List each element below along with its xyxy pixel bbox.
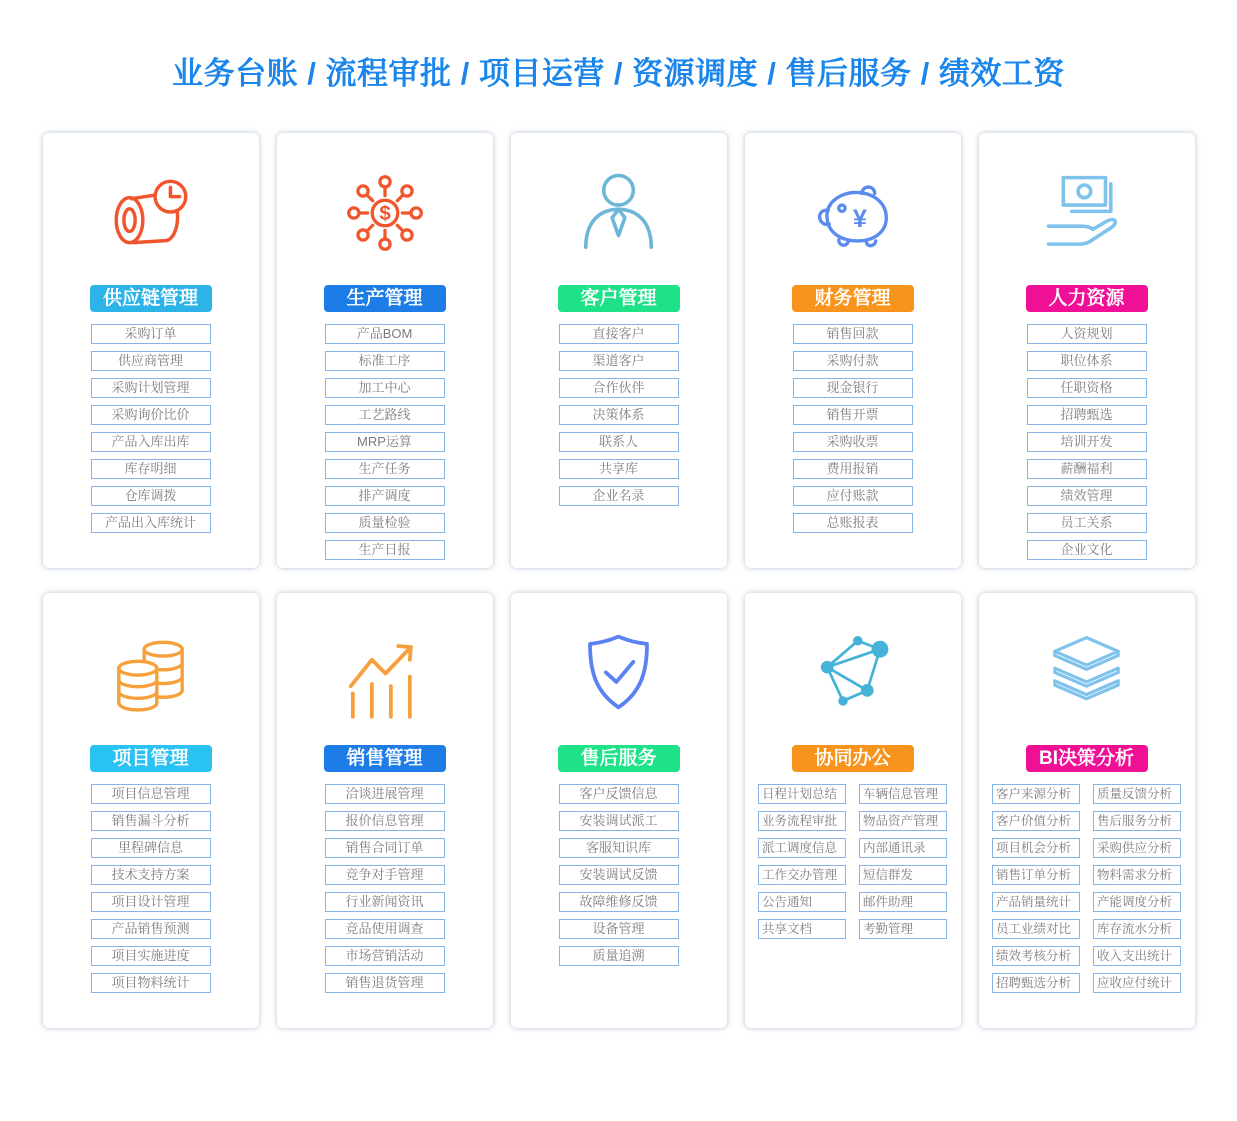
module-item[interactable]: 绩效管理 (1027, 486, 1147, 506)
module-item[interactable]: 人资规划 (1027, 324, 1147, 344)
module-item-list-sales (277, 784, 493, 1000)
module-grid (0, 133, 1237, 1028)
module-item[interactable]: 加工中心 (325, 378, 445, 398)
roll-clock-icon (43, 163, 259, 263)
module-item[interactable]: 销售订单分析 (992, 865, 1080, 885)
module-item-list-bi (979, 784, 1195, 1000)
module-item[interactable]: 共享文档 (758, 919, 846, 939)
module-item[interactable]: MRP运算 (325, 432, 445, 452)
person-icon (511, 163, 727, 263)
module-item[interactable]: 生产任务 (325, 459, 445, 479)
module-item[interactable]: 设备管理 (559, 919, 679, 939)
module-item[interactable]: 合作伙伴 (559, 378, 679, 398)
module-item[interactable]: 销售退货管理 (325, 973, 445, 993)
card-hr (979, 133, 1195, 568)
module-item[interactable]: 生产日报 (325, 540, 445, 560)
module-item[interactable]: 项目机会分析 (992, 838, 1080, 858)
module-item[interactable]: 工艺路线 (325, 405, 445, 425)
module-item[interactable]: 客户价值分析 (992, 811, 1080, 831)
module-item[interactable]: 招聘甄选 (1027, 405, 1147, 425)
module-item[interactable]: 销售漏斗分析 (91, 811, 211, 831)
module-item[interactable]: 故障维修反馈 (559, 892, 679, 912)
card-supply-chain (43, 133, 259, 568)
module-item[interactable]: 安装调试反馈 (559, 865, 679, 885)
module-item[interactable]: 客户反馈信息 (559, 784, 679, 804)
module-item[interactable]: 供应商管理 (91, 351, 211, 371)
module-item[interactable]: 销售回款 (793, 324, 913, 344)
module-item[interactable]: 联系人 (559, 432, 679, 452)
module-item-list-after-sales (511, 784, 727, 973)
module-item[interactable]: 应收应付统计 (1093, 973, 1181, 993)
module-item[interactable]: 行业新闻资讯 (325, 892, 445, 912)
module-item[interactable]: 员工关系 (1027, 513, 1147, 533)
module-item[interactable]: 现金银行 (793, 378, 913, 398)
module-item[interactable]: 产能调度分析 (1093, 892, 1181, 912)
module-item[interactable]: 项目信息管理 (91, 784, 211, 804)
module-item[interactable]: 报价信息管理 (325, 811, 445, 831)
card-header-sales[interactable]: 销售管理 (324, 745, 446, 772)
module-item[interactable]: 竞争对手管理 (325, 865, 445, 885)
card-sales (277, 593, 493, 1028)
module-item[interactable]: 派工调度信息 (758, 838, 846, 858)
module-item[interactable]: 标准工序 (325, 351, 445, 371)
module-item[interactable]: 产品入库出库 (91, 432, 211, 452)
module-item[interactable]: 仓库调拨 (91, 486, 211, 506)
module-item[interactable]: 质量检验 (325, 513, 445, 533)
module-item[interactable]: 内部通讯录 (859, 838, 947, 858)
module-item[interactable]: 产品销售预测 (91, 919, 211, 939)
module-item[interactable]: 物料需求分析 (1093, 865, 1181, 885)
module-item[interactable]: 短信群发 (859, 865, 947, 885)
module-item[interactable]: 员工业绩对比 (992, 919, 1080, 939)
module-item[interactable]: 里程碑信息 (91, 838, 211, 858)
module-item[interactable]: 绩效考核分析 (992, 946, 1080, 966)
module-item[interactable]: 竞品使用调查 (325, 919, 445, 939)
card-header-finance[interactable]: 财务管理 (792, 285, 914, 312)
module-item[interactable]: 采购询价比价 (91, 405, 211, 425)
module-item[interactable]: 物品资产管理 (859, 811, 947, 831)
module-item[interactable]: 任职资格 (1027, 378, 1147, 398)
card-customer (511, 133, 727, 568)
module-item[interactable]: 应付账款 (793, 486, 913, 506)
module-item[interactable]: 费用报销 (793, 459, 913, 479)
module-item[interactable]: 销售开票 (793, 405, 913, 425)
coins-icon (43, 623, 259, 723)
card-after-sales (511, 593, 727, 1028)
module-item[interactable]: 企业名录 (559, 486, 679, 506)
module-item[interactable]: 排产调度 (325, 486, 445, 506)
module-item-list-project (43, 784, 259, 1000)
item-column-right (859, 784, 947, 946)
layers-icon (979, 623, 1195, 723)
card-production (277, 133, 493, 568)
module-item[interactable]: 产品BOM (325, 324, 445, 344)
card-bi (979, 593, 1195, 1028)
module-item[interactable]: 产品出入库统计 (91, 513, 211, 533)
card-header-customer[interactable]: 客户管理 (558, 285, 680, 312)
page (0, 48, 1237, 1028)
module-item[interactable]: 薪酬福利 (1027, 459, 1147, 479)
svg-text:$: $ (378, 202, 391, 226)
module-item[interactable]: 采购订单 (91, 324, 211, 344)
shield-check-icon (511, 623, 727, 723)
module-item[interactable]: 库存明细 (91, 459, 211, 479)
module-item[interactable]: 决策体系 (559, 405, 679, 425)
svg-text:¥: ¥ (852, 204, 867, 233)
module-item-list-supply-chain (43, 324, 259, 540)
module-item[interactable]: 企业文化 (1027, 540, 1147, 560)
module-item[interactable]: 产品销量统计 (992, 892, 1080, 912)
item-column-left (992, 784, 1080, 1000)
module-item[interactable]: 渠道客户 (559, 351, 679, 371)
module-item[interactable]: 技术支持方案 (91, 865, 211, 885)
module-item[interactable]: 工作交办管理 (758, 865, 846, 885)
module-item[interactable]: 市场营销活动 (325, 946, 445, 966)
module-item-list-collaboration (745, 784, 961, 946)
module-item[interactable]: 邮件助理 (859, 892, 947, 912)
card-header-bi[interactable]: BI决策分析 (1026, 745, 1148, 772)
module-item[interactable]: 售后服务分析 (1093, 811, 1181, 831)
module-item[interactable]: 业务流程审批 (758, 811, 846, 831)
card-finance (745, 133, 961, 568)
module-item[interactable]: 直接客户 (559, 324, 679, 344)
module-item[interactable]: 销售合同订单 (325, 838, 445, 858)
module-item-list-production (277, 324, 493, 567)
module-item[interactable]: 洽谈进展管理 (325, 784, 445, 804)
module-item[interactable]: 收入支出统计 (1093, 946, 1181, 966)
module-item-list-finance (745, 324, 961, 540)
card-header-production[interactable]: 生产管理 (324, 285, 446, 312)
card-collaboration (745, 593, 961, 1028)
module-item[interactable]: 招聘甄选分析 (992, 973, 1080, 993)
module-item[interactable]: 职位体系 (1027, 351, 1147, 371)
card-project (43, 593, 259, 1028)
module-item[interactable]: 客户来源分析 (992, 784, 1080, 804)
card-header-supply-chain[interactable]: 供应链管理 (90, 285, 212, 312)
module-item[interactable]: 车辆信息管理 (859, 784, 947, 804)
item-column-right (1093, 784, 1181, 1000)
module-item[interactable]: 采购供应分析 (1093, 838, 1181, 858)
piggy-bank-icon (745, 163, 961, 263)
module-item[interactable]: 培训开发 (1027, 432, 1147, 452)
module-item[interactable]: 采购计划管理 (91, 378, 211, 398)
module-item[interactable]: 公告通知 (758, 892, 846, 912)
module-item[interactable]: 安装调试派工 (559, 811, 679, 831)
module-item[interactable]: 项目物料统计 (91, 973, 211, 993)
module-item[interactable]: 共享库 (559, 459, 679, 479)
module-item[interactable]: 项目设计管理 (91, 892, 211, 912)
graph-nodes-icon (745, 623, 961, 723)
module-item-list-customer (511, 324, 727, 513)
module-item[interactable]: 采购付款 (793, 351, 913, 371)
card-header-after-sales[interactable]: 售后服务 (558, 745, 680, 772)
module-item[interactable]: 质量反馈分析 (1093, 784, 1181, 804)
module-item[interactable]: 库存流水分析 (1093, 919, 1181, 939)
chart-up-icon (277, 623, 493, 723)
card-header-collaboration[interactable]: 协同办公 (792, 745, 914, 772)
module-item[interactable]: 日程计划总结 (758, 784, 846, 804)
module-item[interactable]: 总账报表 (793, 513, 913, 533)
module-item[interactable]: 项目实施进度 (91, 946, 211, 966)
module-item[interactable]: 质量追溯 (559, 946, 679, 966)
module-item-list-hr (979, 324, 1195, 567)
page-title: 业务台账 / 流程审批 / 项目运营 / 资源调度 / 售后服务 / 绩效工资 (172, 56, 1065, 91)
card-header-hr[interactable]: 人力资源 (1026, 285, 1148, 312)
module-item[interactable]: 考勤管理 (859, 919, 947, 939)
card-header-project[interactable]: 项目管理 (90, 745, 212, 772)
module-item[interactable]: 客服知识库 (559, 838, 679, 858)
money-hand-icon (979, 163, 1195, 263)
item-column-left (758, 784, 846, 946)
module-item[interactable]: 采购收票 (793, 432, 913, 452)
network-dollar-icon (277, 163, 493, 263)
